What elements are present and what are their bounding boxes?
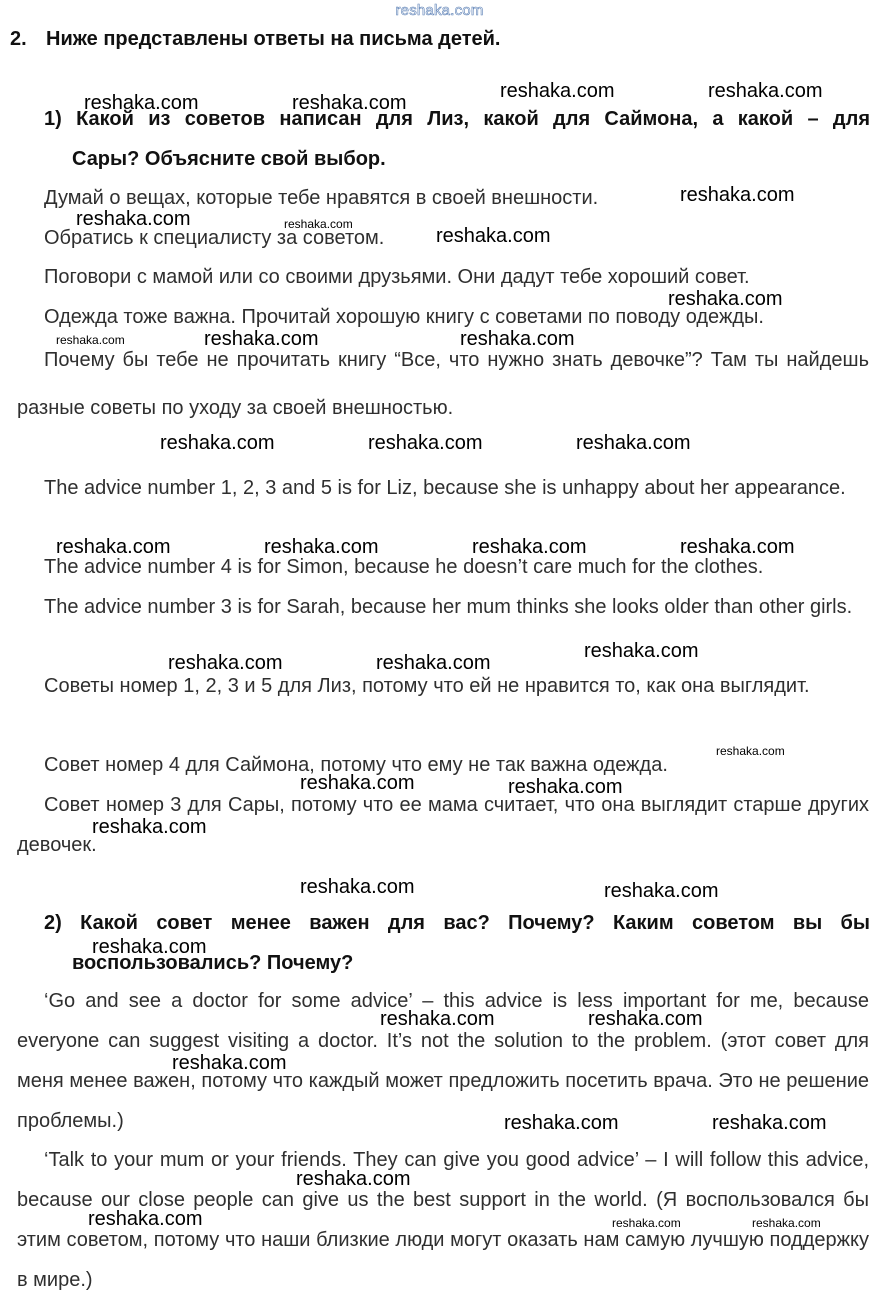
answer-ru-2: Совет номер 4 для Саймона, потому что ему не так важна одежда. [44, 754, 668, 776]
answer-ru-1: Советы номер 1, 2, 3 и 5 для Лиз, потому что ей не нравится то, как она выглядит. [44, 675, 810, 697]
watermark: reshaka.com [680, 536, 795, 558]
watermark: reshaka.com [264, 536, 379, 558]
top-watermark: reshaka.com [395, 2, 484, 19]
task-number: 2. [10, 28, 27, 50]
advice-3: Поговори с мамой или со своими друзьями. Они дадут тебе хороший совет. [44, 266, 750, 288]
watermark: reshaka.com [376, 652, 491, 674]
advice-2: Обратись к специалисту за советом. [44, 227, 385, 249]
watermark: reshaka.com [504, 1112, 619, 1134]
watermark: reshaka.com [752, 1216, 821, 1230]
watermark: reshaka.com [168, 652, 283, 674]
watermark: reshaka.com [296, 1168, 411, 1190]
watermark: reshaka.com [436, 225, 551, 247]
watermark: reshaka.com [712, 1112, 827, 1134]
answer-en-3: The advice number 3 is for Sarah, because her mum thinks she looks older than other girls. [44, 596, 853, 618]
answer-en-2: The advice number 4 is for Simon, because he doesn’t care much for the clothes. [44, 556, 764, 578]
question-1-line-1: 1) Какой из советов написан для Лиз, какой для Саймона, а какой – для [44, 108, 870, 130]
watermark: reshaka.com [584, 640, 699, 662]
watermark: reshaka.com [292, 92, 407, 114]
watermark: reshaka.com [300, 876, 415, 898]
watermark: reshaka.com [284, 217, 353, 231]
task-title: Ниже представлены ответы на письма детей. [46, 28, 501, 50]
watermark: reshaka.com [576, 432, 691, 454]
question-2-line-1: 2) Какой совет менее важен для вас? Почему? Каким советом вы бы [44, 912, 870, 934]
watermark: reshaka.com [472, 536, 587, 558]
question-2-line-2: воспользовались? Почему? [72, 952, 354, 974]
watermark: reshaka.com [680, 184, 795, 206]
watermark: reshaka.com [508, 776, 623, 798]
answer-en-1: The advice number 1, 2, 3 and 5 is for Liz, because she is unhappy about her appearance. [44, 477, 846, 499]
watermark: reshaka.com [92, 816, 207, 838]
watermark: reshaka.com [380, 1008, 495, 1030]
advice-1: Думай о вещах, которые тебе нравятся в своей внешности. [44, 187, 599, 209]
watermark: reshaka.com [84, 92, 199, 114]
answer-ru-3: Совет номер 3 для Сары, потому что ее мама считает, что она выглядит старше других девочек. [17, 794, 869, 856]
watermark: reshaka.com [708, 80, 823, 102]
advice-5: Почему бы тебе не прочитать книгу “Все, что нужно знать девочке”? Там ты найдешь разные советы по уходу за своей внешностью. [17, 349, 869, 419]
question-1-line-2: Сары? Объясните свой выбор. [72, 148, 386, 170]
watermark: reshaka.com [668, 288, 783, 310]
watermark: reshaka.com [92, 936, 207, 958]
task-heading [10, 28, 500, 51]
watermark: reshaka.com [88, 1208, 203, 1230]
answer-q2-2: ‘Talk to your mum or your friends. They can give you good advice’ – I will follow this advice, because our close people can give us the best support in the world. (Я воспользовался бы этим советом, потому что наши близкие люди могут оказать нам самую лучшую поддержку в мире.) [17, 1149, 869, 1291]
answer-q2-1: ‘Go and see a doctor for some advice’ – this advice is less important for me, because everyone can suggest visiting a doctor. It’s not the solution to the problem. (этот совет для меня менее важен, потому что каждый может предложить посетить врача. Это не решение проблемы.) [17, 990, 869, 1132]
watermark: reshaka.com [204, 328, 319, 350]
watermark: reshaka.com [500, 80, 615, 102]
watermark: reshaka.com [76, 208, 191, 230]
watermark: reshaka.com [612, 1216, 681, 1230]
watermark: reshaka.com [172, 1052, 287, 1074]
watermark: reshaka.com [716, 744, 785, 758]
watermark: reshaka.com [56, 536, 171, 558]
watermark: reshaka.com [588, 1008, 703, 1030]
watermark: reshaka.com [460, 328, 575, 350]
advice-4: Одежда тоже важна. Прочитай хорошую книгу с советами по поводу одежды. [44, 306, 764, 328]
watermark: reshaka.com [368, 432, 483, 454]
watermark: reshaka.com [604, 880, 719, 902]
watermark: reshaka.com [300, 772, 415, 794]
watermark: reshaka.com [56, 333, 125, 347]
watermark: reshaka.com [160, 432, 275, 454]
